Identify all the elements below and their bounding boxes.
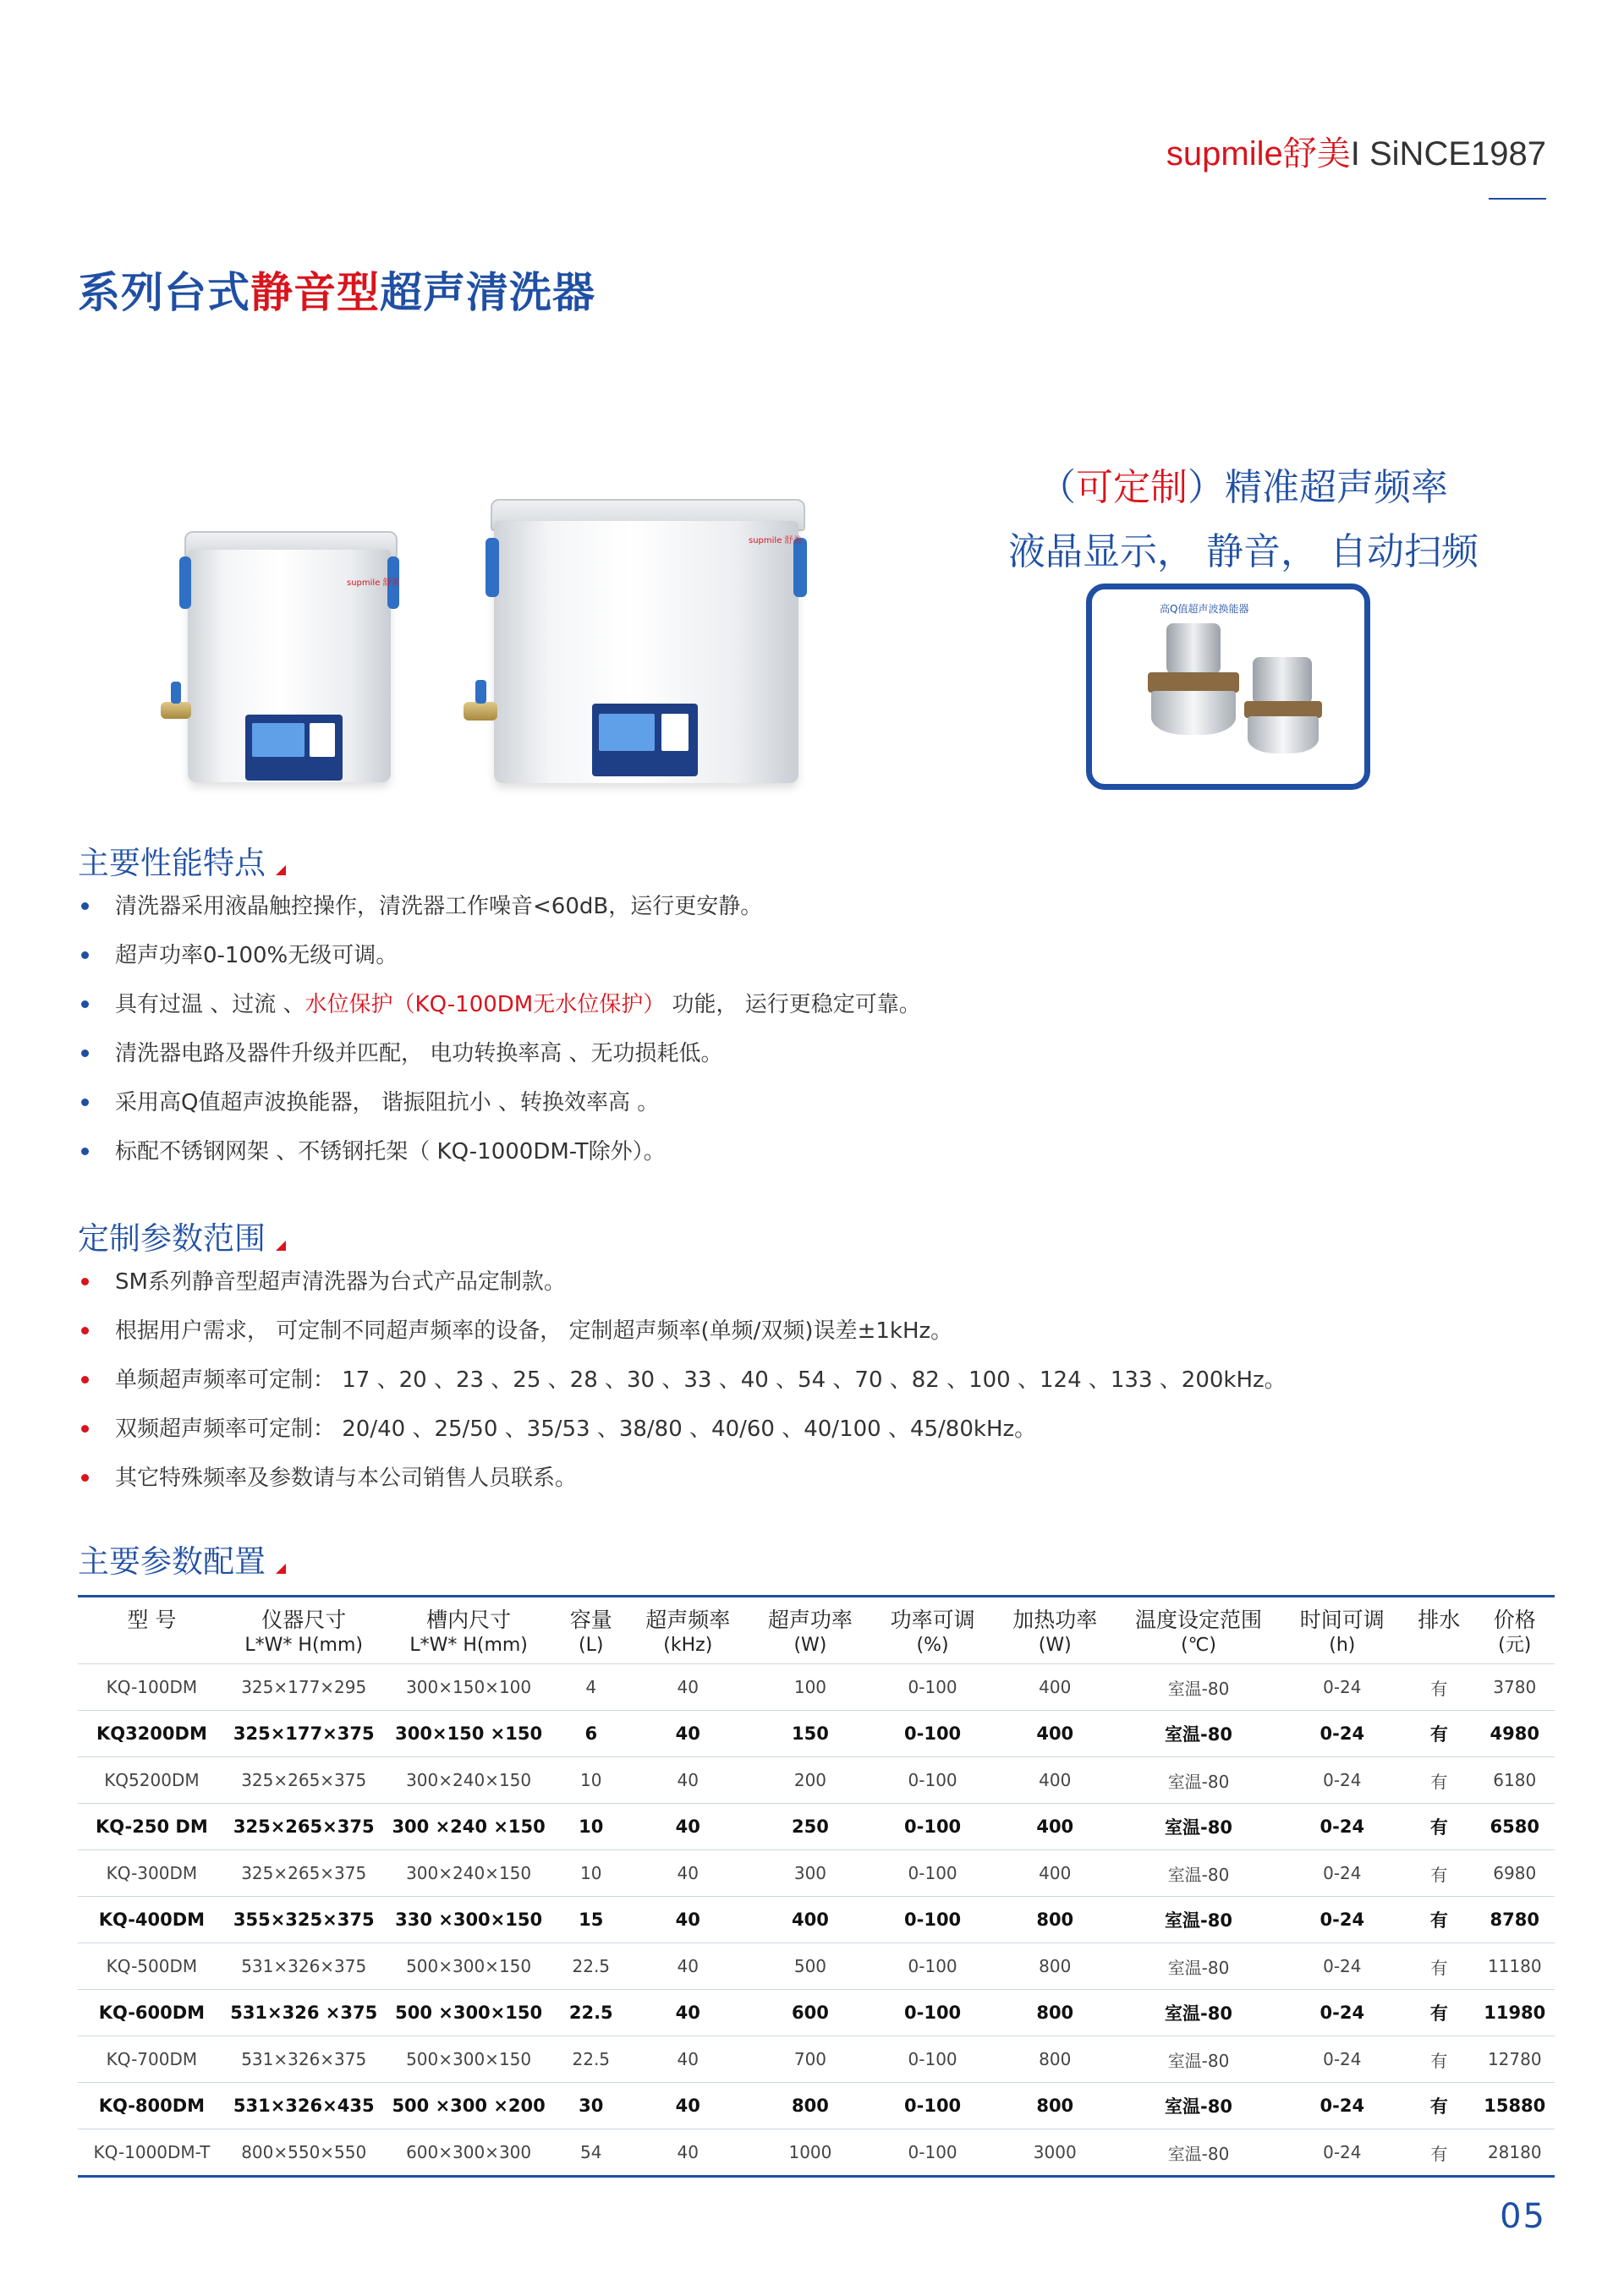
col-header-time-adjust: 时间可调 (h) xyxy=(1299,1608,1385,1656)
col-header-power: 超声功率 (W) xyxy=(767,1608,853,1656)
title-part2: 静音型 xyxy=(250,268,380,317)
bullet-dot-icon xyxy=(81,1425,89,1433)
col-header-heating-power: 加热功率 (W) xyxy=(1012,1608,1098,1656)
col-header-frequency: 超声频率 (kHz) xyxy=(645,1608,731,1656)
list-item: SM系列静音型超声清洗器为台式产品定制款。 xyxy=(78,1265,1287,1314)
list-item: 单频超声频率可定制： 17 、20 、23 、25 、28 、30 、33 、40 、54 、70 、82 、100 、124 、133 、200kHz。 xyxy=(78,1363,1287,1412)
bullet-dot-icon xyxy=(81,1099,89,1106)
table-header-row xyxy=(78,1597,1555,1664)
product-image-large xyxy=(457,490,829,803)
brand-name: supmile舒美 xyxy=(1166,135,1351,173)
transducer-image-box xyxy=(1086,584,1370,790)
table-row: KQ-700DM 531×326×375 500×300×150 22.5 40 700 0-100 800 室温-80 0-24 有 12780 xyxy=(78,2036,1555,2083)
bullet-dot-icon xyxy=(81,1278,89,1285)
col-header-tank-size: 槽内尺寸 L*W* H(mm) xyxy=(409,1608,528,1656)
feature-line-1: （可定制）精准超声频率 xyxy=(1039,466,1448,509)
customizable-text: 可定制 xyxy=(1076,466,1188,509)
bullet-dot-icon xyxy=(81,1148,89,1155)
list-item: 清洗器电路及器件升级并匹配， 电功转换率高 、无功损耗低。 xyxy=(78,1037,921,1086)
bullet-dot-icon xyxy=(81,902,89,910)
page-number: 05 xyxy=(1500,2197,1546,2236)
table-row: KQ-250 DM 325×265×375 300 ×240 ×150 10 40 250 0-100 400 室温-80 0-24 有 6580 xyxy=(78,1804,1555,1850)
list-item: 清洗器采用液晶触控操作，清洗器工作噪音<60dB，运行更安静。 xyxy=(78,890,921,939)
list-item: 采用高Q值超声波换能器， 谐振阻抗小 、转换效率高 。 xyxy=(78,1086,921,1135)
section-custom-params-title: 定制参数范围 xyxy=(78,1213,286,1258)
bullet-dot-icon xyxy=(81,1000,89,1008)
title-part3: 超声清洗器 xyxy=(380,268,595,317)
table-row: KQ-500DM 531×326×375 500×300×150 22.5 40 500 0-100 800 室温-80 0-24 有 11180 xyxy=(78,1943,1555,1990)
table-row: KQ-600DM 531×326 ×375 500 ×300×150 22.5 40 600 0-100 800 室温-80 0-24 有 11980 xyxy=(78,1990,1555,2036)
title-part1: 系列台式 xyxy=(78,268,250,317)
main-features-list xyxy=(78,890,921,1184)
transducer-image xyxy=(1143,623,1244,742)
list-item: 其它特殊频率及参数请与本公司销售人员联系。 xyxy=(78,1461,1287,1510)
list-item: 超声功率0-100%无级可调。 xyxy=(78,939,921,988)
table-row: KQ-300DM 325×265×375 300×240×150 10 40 300 0-100 400 室温-80 0-24 有 6980 xyxy=(78,1850,1555,1897)
list-item: 双频超声频率可定制： 20/40 、25/50 、35/53 、38/80 、40/60 、40/100 、45/80kHz。 xyxy=(78,1412,1287,1461)
col-header-capacity: 容量 (L) xyxy=(569,1608,612,1656)
transducer-image-2 xyxy=(1236,657,1329,759)
table-row: KQ-100DM 325×177×295 300×150×100 4 40 100 0-100 400 室温-80 0-24 有 3780 xyxy=(78,1664,1555,1711)
triangle-marker-icon xyxy=(276,1564,286,1574)
col-header-price: 价格 (元) xyxy=(1493,1608,1536,1656)
section-main-features-title: 主要性能特点 xyxy=(78,837,286,883)
custom-params-list xyxy=(78,1265,1287,1510)
bullet-dot-icon xyxy=(81,1327,89,1334)
bullet-dot-icon xyxy=(81,951,89,959)
col-header-temp-range: 温度设定范围 (℃) xyxy=(1135,1608,1263,1656)
table-row: KQ-800DM 531×326×435 500 ×300 ×200 30 40 800 0-100 800 室温-80 0-24 有 15880 xyxy=(78,2083,1555,2129)
col-header-instrument-size: 仪器尺寸 L*W* H(mm) xyxy=(244,1608,363,1656)
table-row: KQ-1000DM-T 800×550×550 600×300×300 54 40 1000 0-100 3000 室温-80 0-24 有 28180 xyxy=(78,2129,1555,2177)
large-machine-logo: supmile 舒美 xyxy=(749,536,802,545)
transducer-label: 高Q值超声波换能器 xyxy=(1160,603,1249,615)
col-header-drain: 排水 xyxy=(1418,1608,1461,1632)
triangle-marker-icon xyxy=(276,1241,286,1251)
table-row: KQ5200DM 325×265×375 300×240×150 10 40 200 0-100 400 室温-80 0-24 有 6180 xyxy=(78,1757,1555,1804)
feature-line-2: 液晶显示， 静音， 自动扫频 xyxy=(1008,530,1479,573)
bullet-dot-icon xyxy=(81,1049,89,1057)
table-row: KQ3200DM 325×177×375 300×150 ×150 6 40 150 0-100 400 室温-80 0-24 有 4980 xyxy=(78,1711,1555,1757)
params-table xyxy=(78,1595,1555,2178)
small-machine-logo: supmile 舒美 xyxy=(347,578,400,588)
product-image-small xyxy=(152,524,423,795)
section-params-config-title: 主要参数配置 xyxy=(78,1536,286,1581)
list-item: 具有过温 、过流 、水位保护（KQ-100DM无水位保护） 功能， 运行更稳定可靠。 xyxy=(78,988,921,1037)
brand-header xyxy=(1166,127,1546,175)
water-level-protection-text: 水位保护（KQ-100DM无水位保护） xyxy=(304,992,666,1017)
col-header-power-adjust: 功率可调 (%) xyxy=(890,1608,975,1656)
col-header-model: 型 号 xyxy=(127,1608,177,1632)
list-item: 标配不锈钢网架 、不锈钢托架（ KQ-1000DM-T除外）。 xyxy=(78,1135,921,1184)
list-item: 根据用户需求， 可定制不同超声频率的设备， 定制超声频率(单频/双频)误差±1kHz。 xyxy=(78,1314,1287,1363)
table-row: KQ-400DM 355×325×375 330 ×300×150 15 40 400 0-100 800 室温-80 0-24 有 8780 xyxy=(78,1897,1555,1943)
triangle-marker-icon xyxy=(276,865,286,875)
bullet-dot-icon xyxy=(81,1474,89,1482)
bullet-dot-icon xyxy=(81,1376,89,1384)
brand-divider xyxy=(1489,198,1546,200)
brand-since: I SiNCE1987 xyxy=(1350,135,1546,173)
page-title xyxy=(78,259,595,320)
